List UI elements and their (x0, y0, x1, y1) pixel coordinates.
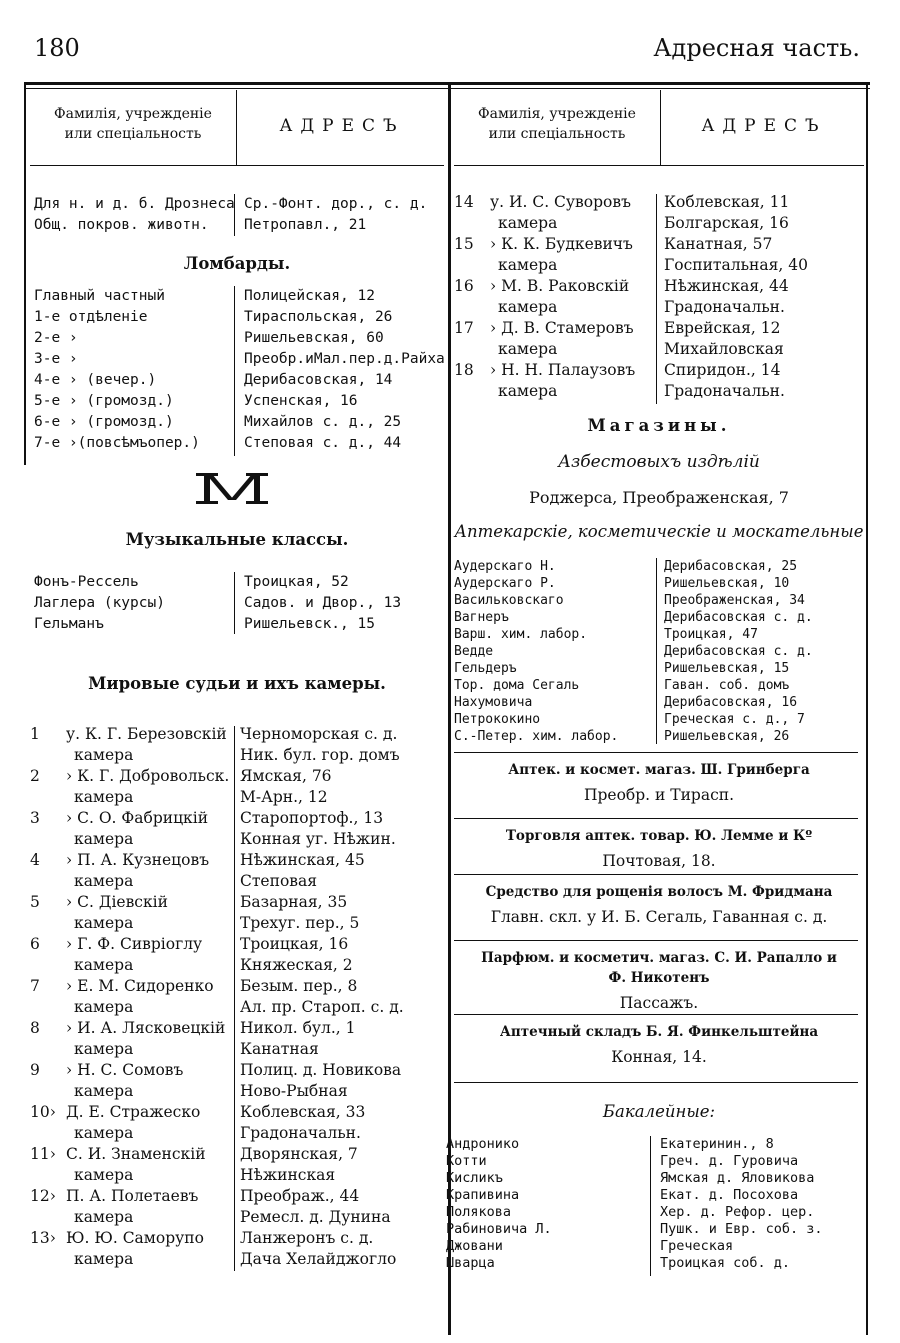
grocery-entry-address: Троицкая соб. д. (660, 1255, 791, 1271)
judge-right-name: › К. К. Будкевичъ (490, 235, 633, 253)
judge-left-address: Нѣжинская, 45 (240, 851, 365, 869)
apteka-entry-name: Аудерскаго Р. (454, 576, 556, 591)
grocery-entry-address: Греческая (660, 1238, 734, 1254)
lombard-entry-address: Полицейская, 12 (244, 288, 375, 304)
judge-right-kamera: камера (498, 298, 558, 316)
judge-left-address: Старопортоф., 13 (240, 809, 384, 827)
judge-left-kamera: камера (74, 1208, 134, 1226)
ad-line: Почтовая, 18. (602, 852, 716, 870)
judge-left-number: 10› (30, 1103, 56, 1121)
ad-line: Преобр. и Тирасп. (583, 786, 735, 804)
judge-right-number: 16 (454, 277, 474, 295)
apteka-entry-address: Дерибасовская, 16 (664, 695, 798, 710)
ad-rule (454, 752, 858, 753)
judge-left-kamera: камера (74, 746, 134, 764)
music-entry-address: Ришельевск., 15 (244, 616, 375, 632)
ad-line: Главн. скл. у И. Б. Сегаль, Гаванная с. д. (490, 908, 828, 926)
right-judges-col-rule (656, 194, 657, 404)
apteka-entry-name: Нахумовича (454, 695, 533, 710)
judge-left-name: › Е. М. Сидоренко (66, 977, 214, 995)
judge-left-address: Никол. бул., 1 (240, 1019, 356, 1037)
grocery-entry-address: Ямская д. Яловикова (660, 1170, 815, 1186)
apteka-entry-address: Преображенская, 34 (664, 593, 805, 608)
judge-left-address-2: Ал. пр. Староп. с. д. (240, 998, 404, 1016)
top-rule (24, 82, 870, 85)
judge-left-address: Коблевская, 33 (240, 1103, 366, 1121)
judge-right-kamera: камера (498, 340, 558, 358)
judge-right-number: 14 (454, 193, 474, 211)
grocery-entry-name: Рабиновича Л. (446, 1221, 552, 1237)
judge-right-name: › М. В. Раковскій (490, 277, 630, 295)
judge-left-kamera: камера (74, 1166, 134, 1184)
judge-right-name: › Н. Н. Палаузовъ (490, 361, 636, 379)
judge-right-name: у. И. С. Суворовъ (490, 193, 631, 211)
grocery-entry-name: Андронико (446, 1136, 520, 1152)
apteka-entry-address: Ришельевская, 10 (664, 576, 790, 591)
grocery-entry-address: Екат. д. Посохова (660, 1187, 799, 1203)
lombard-entry-address: Степовая с. д., 44 (244, 435, 402, 451)
judge-left-address: Полиц. д. Новикова (240, 1061, 402, 1079)
judge-left-address: Преображ., 44 (240, 1187, 360, 1205)
apteka-entry-address: Дерибасовская с. д. (664, 610, 813, 625)
left-music-col-rule (234, 572, 235, 634)
ad-rule (454, 818, 858, 819)
apteka-entry-name: Васильковскаго (454, 593, 564, 608)
top-entry-address: Петропавл., 21 (244, 217, 367, 233)
apteka-entry-name: С.-Петер. хим. лабор. (454, 729, 619, 744)
judge-left-number: 8 (30, 1019, 40, 1037)
judge-right-number: 17 (454, 319, 474, 337)
grocery-entry-address: Пушк. и Евр. соб. з. (660, 1221, 823, 1237)
judge-right-address-2: Болгарская, 16 (664, 214, 789, 232)
judge-left-name: › К. Г. Добровольск. (66, 767, 230, 785)
section-letter-m (196, 470, 268, 508)
music-entry-name: Лаглера (курсы) (34, 595, 165, 611)
lombard-entry-name: 5-е › (громозд.) (34, 393, 174, 409)
judge-left-number: 13› (30, 1229, 56, 1247)
judge-right-address-2: Госпитальная, 40 (664, 256, 808, 274)
ad-title: Аптечный складъ Б. Я. Финкельштейна (499, 1024, 819, 1040)
judge-right-address: Канатная, 57 (664, 235, 773, 253)
judge-left-kamera: камера (74, 830, 134, 848)
judge-left-address: Дворянская, 7 (240, 1145, 358, 1163)
music-title: Музыкальные классы. (125, 530, 349, 549)
top-entry-name: Для н. и д. б. Дрознеса (34, 196, 235, 212)
right-head-address: АДРЕСЪ (701, 116, 827, 136)
lombard-entry-address: Тираспольская, 26 (244, 309, 393, 325)
lombard-entry-name: Главный частный (34, 288, 165, 304)
page-number: 180 (34, 34, 80, 62)
ad-title-2: Ф. Никотенъ (608, 970, 710, 986)
lombard-entry-name: 6-е › (громозд.) (34, 414, 174, 430)
grocery-entry-name: Кисликъ (446, 1170, 503, 1186)
running-head: Адресная часть. (653, 34, 860, 62)
ad-title: Торговля аптек. товар. Ю. Лемме и Кº (505, 828, 813, 844)
apteka-entry-address: Гаван. соб. домъ (664, 678, 790, 693)
left-header-rule (30, 165, 444, 166)
apteka-entry-address: Дерибасовская, 25 (664, 559, 798, 574)
apteka-entry-name: Ведде (454, 644, 494, 659)
judge-left-address: Ланжеронъ с. д. (240, 1229, 374, 1247)
judge-left-name: Ю. Ю. Саморупо (66, 1229, 204, 1247)
judge-left-name: Д. Е. Стражеско (66, 1103, 201, 1121)
judge-left-address: Ямская, 76 (240, 767, 332, 785)
apteka-entry-address: Ришельевская, 26 (664, 729, 790, 744)
apteka-entry-name: Вагнеръ (454, 610, 509, 625)
top-rule-thin (24, 88, 870, 89)
judge-right-address-2: Михайловская (664, 340, 784, 358)
right-head-name: Фамилія, учрежденіе или спеціальность (478, 106, 636, 142)
ad-title: Средство для рощенія волосъ М. Фридмана (485, 884, 833, 900)
left-head-divider (236, 90, 237, 165)
judge-left-number: 12› (30, 1187, 56, 1205)
judge-left-address-2: М-Арн., 12 (240, 788, 328, 806)
judge-left-number: 11› (30, 1145, 56, 1163)
grocery-entry-name: Джовани (446, 1238, 503, 1254)
judge-left-number: 5 (30, 893, 40, 911)
judge-right-address: Нѣжинская, 44 (664, 277, 789, 295)
judge-left-name: › С. О. Фабрицкій (66, 809, 209, 827)
lombard-entry-name: 1-е отдѣленіе (34, 309, 148, 325)
grocery-entry-address: Екатеринин., 8 (660, 1136, 774, 1152)
grocery-entry-name: Шварца (446, 1255, 495, 1271)
judge-left-address: Безым. пер., 8 (240, 977, 358, 995)
apteka-entry-name: Варш. хим. лабор. (454, 627, 588, 642)
judge-right-address: Коблевская, 11 (664, 193, 790, 211)
judge-left-address-2: Степовая (240, 872, 318, 890)
lombard-entry-address: Ришельевская, 60 (244, 330, 384, 346)
lombard-entry-address: Михайлов с. д., 25 (244, 414, 402, 430)
judge-left-address-2: Ник. бул. гор. домъ (240, 746, 400, 764)
lombard-entry-address: Преобр.иМал.пер.д.Райха (244, 351, 445, 367)
right-header-rule (454, 165, 864, 166)
apteka-entry-address: Ришельевская, 15 (664, 661, 790, 676)
judge-left-number: 1 (30, 725, 40, 743)
ad-line: Пассажъ. (619, 994, 699, 1012)
grocery-entry-address: Хер. д. Рефор. цер. (660, 1204, 815, 1220)
left-lomb-col-rule (234, 286, 235, 456)
lombard-entry-address: Дерибасовская, 14 (244, 372, 393, 388)
judge-left-name: › Г. Ф. Сивріоглу (66, 935, 203, 953)
judge-left-name: › С. Діевскій (66, 893, 168, 911)
apteka-entry-address: Греческая с. д., 7 (664, 712, 805, 727)
judge-left-kamera: камера (74, 1082, 134, 1100)
grocery-entry-name: Крапивина (446, 1187, 520, 1203)
music-entry-name: Гельманъ (34, 616, 104, 632)
judge-left-address: Базарная, 35 (240, 893, 348, 911)
judge-left-number: 9 (30, 1061, 40, 1079)
left-head-name: Фамилія, учрежденіе или спеціальность (54, 106, 212, 142)
judge-left-address-2: Ремесл. д. Дунина (240, 1208, 391, 1226)
judge-right-address: Спиридон., 14 (664, 361, 781, 379)
judge-left-address-2: Конная уг. Нѣжин. (240, 830, 396, 848)
apteka-entry-address: Троицкая, 47 (664, 627, 758, 642)
left-frame (24, 85, 26, 465)
apteka-entry-address: Дерибасовская с. д. (664, 644, 813, 659)
judge-left-address-2: Нѣжинская (240, 1166, 336, 1184)
ad-rule (454, 940, 858, 941)
judge-left-name: у. К. Г. Березовскій (66, 725, 227, 743)
asbestos-title: Азбестовыхъ издѣлій (558, 452, 760, 472)
grocery-entry-name: Котти (446, 1153, 487, 1169)
judge-left-kamera: камера (74, 1124, 134, 1142)
judge-left-address-2: Дача Хелайджогло (240, 1250, 397, 1268)
left-head-address: АДРЕСЪ (279, 116, 405, 136)
judge-left-name: › И. А. Лясковецкій (66, 1019, 226, 1037)
music-entry-address: Садов. и Двор., 13 (244, 595, 402, 611)
right-head-divider (660, 90, 661, 165)
apteka-entry-name: Петрококино (454, 712, 541, 727)
grocery-title: Бакалейные: (602, 1102, 716, 1121)
judge-left-address-2: Ново-Рыбная (240, 1082, 348, 1100)
asbestos-line: Роджерса, Преображенская, 7 (529, 488, 789, 507)
lombard-entry-name: 7-е ›(повсѣмъопер.) (34, 435, 200, 451)
lombard-entry-name: 2-е › (34, 330, 78, 346)
judge-right-number: 15 (454, 235, 474, 253)
judge-left-number: 2 (30, 767, 40, 785)
judge-left-kamera: камера (74, 998, 134, 1016)
music-entry-name: Фонъ-Рессель (34, 574, 139, 590)
judge-left-kamera: камера (74, 1250, 134, 1268)
lombardy-title: Ломбарды. (183, 254, 291, 273)
judge-right-address-2: Градоначальн. (664, 298, 785, 316)
shops-title: Магазины. (587, 416, 731, 435)
left-judges-col-rule (234, 726, 235, 1271)
grocery-entry-name: Полякова (446, 1204, 512, 1220)
judge-right-address-2: Градоначальн. (664, 382, 785, 400)
apteka-entry-name: Гельдеръ (454, 661, 517, 676)
ad-title: Аптек. и космет. магаз. Ш. Гринберга (508, 762, 810, 778)
judge-left-kamera: камера (74, 788, 134, 806)
music-entry-address: Троицкая, 52 (244, 574, 349, 590)
judge-left-name: › П. А. Кузнецовъ (66, 851, 210, 869)
judge-left-kamera: камера (74, 956, 134, 974)
judge-right-number: 18 (454, 361, 474, 379)
ad-rule (454, 1014, 858, 1015)
ad-rule (454, 874, 858, 875)
judge-left-kamera: камера (74, 1040, 134, 1058)
judge-left-name: С. И. Знаменскій (66, 1145, 206, 1163)
judge-right-address: Еврейская, 12 (664, 319, 781, 337)
judge-left-address-2: Градоначальн. (240, 1124, 361, 1142)
judge-left-address: Черноморская с. д. (240, 725, 398, 743)
judge-left-kamera: камера (74, 872, 134, 890)
apteka-entry-name: Аудерскаго Н. (454, 559, 556, 574)
judge-right-kamera: камера (498, 382, 558, 400)
judge-left-name: › Н. С. Сомовъ (66, 1061, 184, 1079)
judge-right-kamera: камера (498, 214, 558, 232)
right-frame (866, 85, 868, 1335)
right-grocery-col-rule (650, 1136, 651, 1276)
judge-left-number: 6 (30, 935, 40, 953)
judges-title: Мировые судьи и ихъ камеры. (88, 674, 386, 693)
apteka-title: Аптекарскіе, косметическіе и москательные (454, 522, 864, 541)
judge-left-address: Троицкая, 16 (240, 935, 349, 953)
judge-left-number: 4 (30, 851, 40, 869)
top-entry-name: Общ. покров. животн. (34, 217, 209, 233)
judge-right-name: › Д. В. Стамеровъ (490, 319, 634, 337)
apteka-entry-name: Тор. дома Сегаль (454, 678, 580, 693)
ad-rule-bottom (454, 1082, 858, 1083)
ad-title: Парфюм. и косметич. магаз. С. И. Рапалло и (481, 950, 837, 966)
judge-left-address-2: Княжеская, 2 (240, 956, 353, 974)
judge-right-kamera: камера (498, 256, 558, 274)
judge-left-number: 3 (30, 809, 40, 827)
lombard-entry-name: 3-е › (34, 351, 78, 367)
ad-line: Конная, 14. (611, 1048, 707, 1066)
judge-left-number: 7 (30, 977, 40, 995)
lombard-entry-name: 4-е › (вечер.) (34, 372, 157, 388)
grocery-entry-address: Греч. д. Гуровича (660, 1153, 799, 1169)
lombard-entry-address: Успенская, 16 (244, 393, 358, 409)
right-apteka-col-rule (656, 558, 657, 744)
judge-left-name: П. А. Полетаевъ (66, 1187, 199, 1205)
judge-left-address-2: Трехуг. пер., 5 (240, 914, 360, 932)
top-entry-address: Ср.-Фонт. дор., с. д. (244, 196, 428, 212)
judge-left-kamera: камера (74, 914, 134, 932)
judge-left-address-2: Канатная (240, 1040, 319, 1058)
